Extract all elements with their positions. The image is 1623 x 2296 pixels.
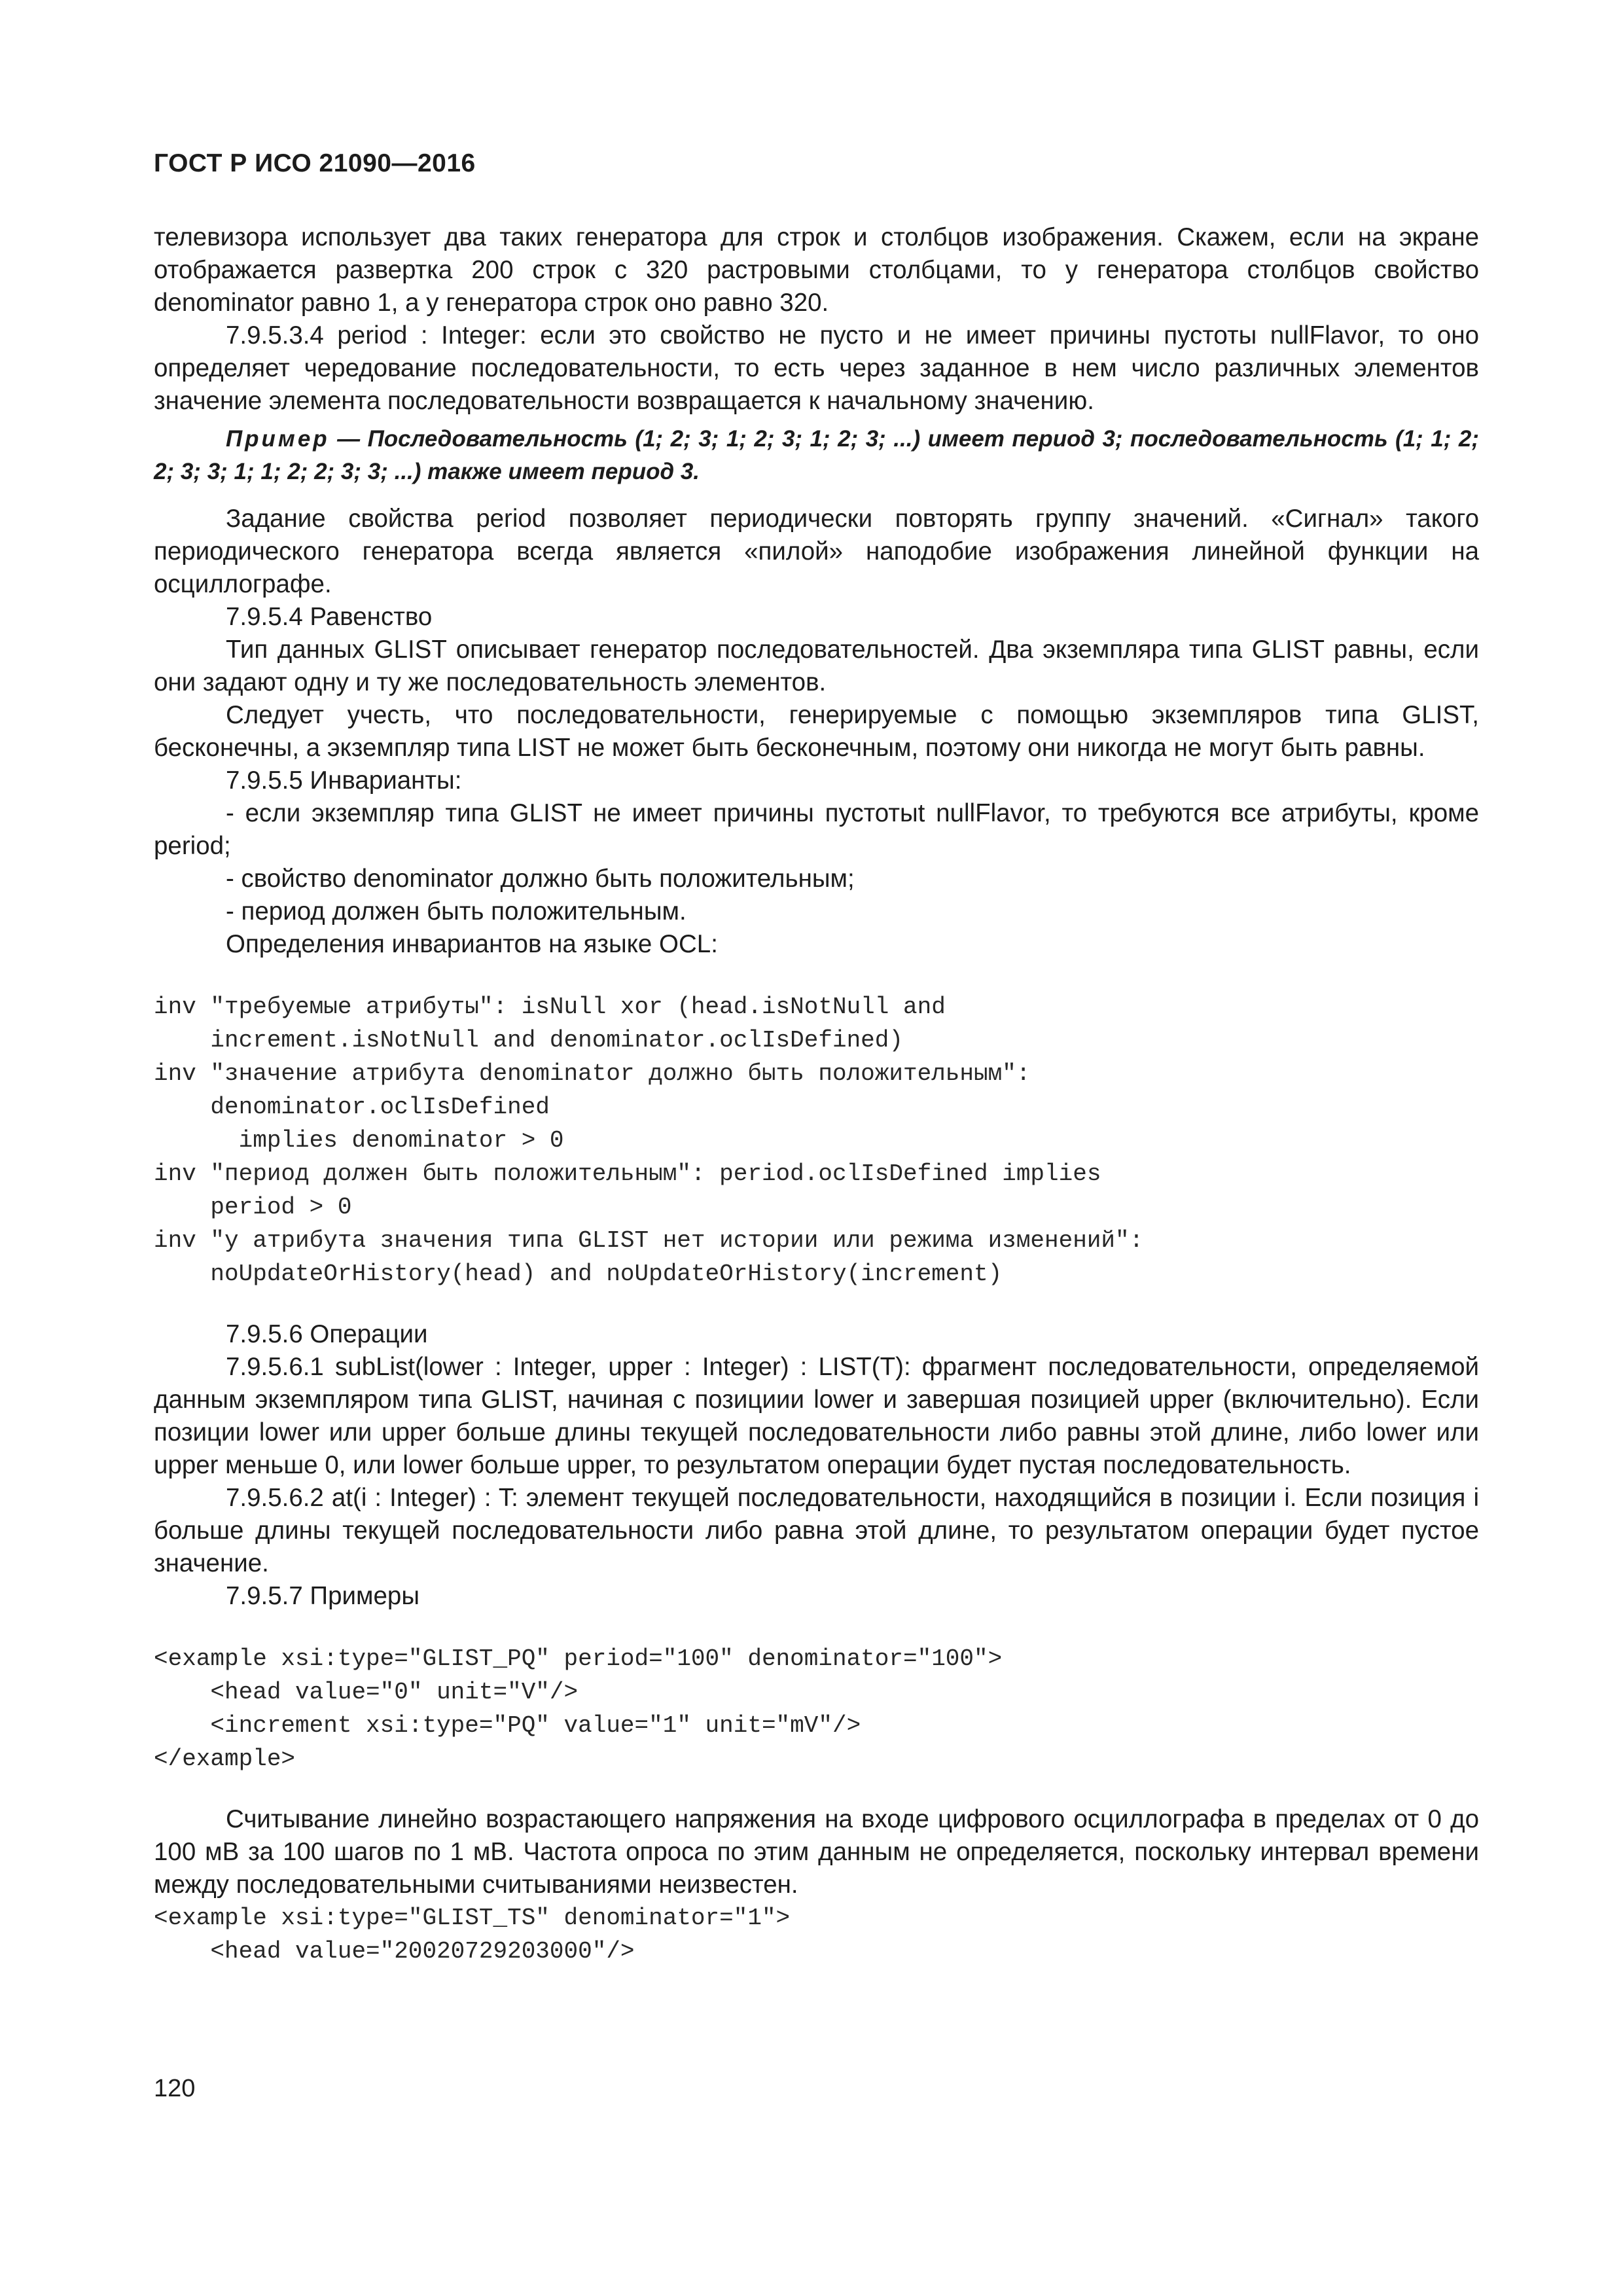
example-label: Пример <box>226 426 330 452</box>
section-heading-7-9-5-6: 7.9.5.6 Операции <box>226 1320 428 1348</box>
section-heading-7-9-5-4: 7.9.5.4 Равенство <box>226 603 433 631</box>
example-text: — Последовательность (1; 2; 3; 1; 2; 3; 1; 2; 3; ...) имеет период 3; последовательность (1; 1; 2; 2; 3; 3; 1; 1; 2; 2; 3; 3; ...) также имеет период 3. <box>154 426 1479 484</box>
xml-example-code-block-2: <example xsi:type="GLIST_TS" denominator="1"> <head value="20020729203000"/> <box>154 1905 791 1965</box>
document-header: ГОСТ Р ИСО 21090—2016 <box>154 149 476 177</box>
list-item: - период должен быть положительным. <box>226 897 687 925</box>
section-heading-7-9-5-7: 7.9.5.7 Примеры <box>226 1582 419 1610</box>
paragraph: Задание свойства period позволяет периодически повторять группу значений. «Сигнал» такого периодического генератора всегда является «пилой» наподобие изображения линейной функции на осциллографе. <box>154 505 1479 598</box>
section-heading-7-9-5-5: 7.9.5.5 Инварианты: <box>226 766 462 795</box>
paragraph: Считывание линейно возрастающего напряжения на входе цифрового осциллографа в пределах от 0 до 100 мВ за 100 шагов по 1 мВ. Частота опроса по этим данным не определяется, поскольку интервал времени между последовательными считываниями неизвестен. <box>154 1805 1479 1899</box>
example-note <box>154 423 1479 488</box>
ocl-code-block: inv "требуемые атрибуты": isNull xor (head.isNotNull and increment.isNotNull and denominator.oclIsDefined) inv "значение атрибута denominator должно быть положительным": denominator.oclIsDefined implies denominator > 0 inv "период должен быть положительным": period.oclIsDefined implies period > 0 inv "у атрибута значения типа GLIST нет истории или режима изменений": noUpdateOrHistory(head) and noUpdateOrHistory(increment) <box>154 994 1144 1287</box>
paragraph: Следует учесть, что последовательности, генерируемые с помощью экземпляров типа GLIST, бесконечны, а экземпляр типа LIST не может быть бесконечным, поэтому они никогда не могут быть равны. <box>154 701 1479 762</box>
document-body <box>154 221 1479 1968</box>
paragraph: телевизора использует два таких генератора для строк и столбцов изображения. Скажем, если на экране отображается развертка 200 строк с 320 растровыми столбцами, то у генератора столбцов свойство denominator равно 1, а у генератора строк оно равно 320. <box>154 223 1479 317</box>
paragraph-7-9-5-3-4: 7.9.5.3.4 period : Integer: если это свойство не пусто и не имеет причины пустоты nullFlavor, то оно определяет чередование последовательности, то есть через заданное в нем число различных элементов значение элемента последовательности возвращается к начальному значению. <box>154 321 1479 415</box>
paragraph: Определения инвариантов на языке OCL: <box>226 930 718 958</box>
paragraph-7-9-5-6-2: 7.9.5.6.2 at(i : Integer) : T: элемент текущей последовательности, находящийся в позиции i. Если позиция i больше длины текущей последовательности либо равна этой длине, то результатом операции будет пустое значение. <box>154 1484 1479 1577</box>
paragraph: Тип данных GLIST описывает генератор последовательностей. Два экземпляра типа GLIST равны, если они задают одну и ту же последовательность элементов. <box>154 636 1479 696</box>
page-number: 120 <box>154 2075 196 2102</box>
paragraph-7-9-5-6-1: 7.9.5.6.1 subList(lower : Integer, upper : Integer) : LIST(T): фрагмент последовательности, определяемой данным экземпляром типа GLIST, начиная с позициии lower и завершая позицией upper (включительно). Если позиции lower или upper больше длины текущей последовательности либо равны этой длине, либо lower или upper меньше 0, или lower больше upper, то результатом операции будет пустая последовательность. <box>154 1353 1479 1479</box>
list-item: - свойство denominator должно быть положительным; <box>226 865 855 893</box>
list-item: - если экземпляр типа GLIST не имеет причины пустотыt nullFlavor, то требуются все атрибуты, кроме period; <box>154 799 1479 860</box>
xml-example-code-block: <example xsi:type="GLIST_PQ" period="100" denominator="100"> <head value="0" unit="V"/> <increment xsi:type="PQ" value="1" unit="mV"/> </example> <box>154 1645 1003 1772</box>
